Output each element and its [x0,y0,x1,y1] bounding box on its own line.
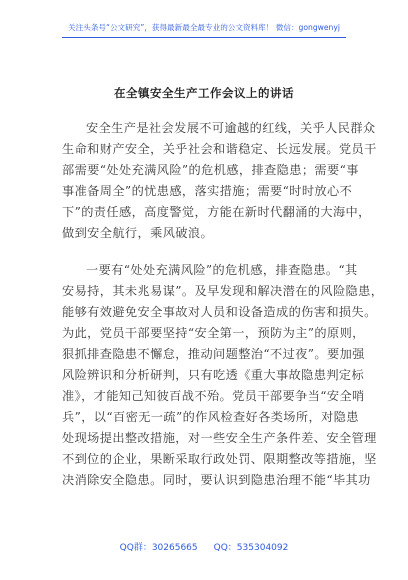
paragraph-line: 准》，才能知己知彼百战不殆。党员干部要争当“安全哨 [62,389,365,403]
footer-qq: QQ：535304092 [213,543,289,553]
paragraph-line: 决消除安全隐患。同时，要认识到隐患治理不能“毕其功 [62,473,371,487]
paragraph-line: 不到位的企业，果断采取行政处罚、限期整改等措施，坚 [62,452,377,466]
paragraph-line: 生命和财产安全，关乎社会和谐稳定、长远发展。党员干 [62,142,377,156]
paragraph-line: 部需要“处处充满风险”的危机感，排查隐患；需要“事 [62,163,359,177]
document-title: 在全镇安全生产工作会议上的讲话 [114,86,294,100]
paragraph-line: 事准备周全”的忧患感，落实措施；需要“时时放心不 [62,184,353,198]
paragraph-line: 为此，党员干部要坚持“安全第一，预防为主”的原则， [62,326,365,340]
footer-qq-group: QQ群：30265665 [119,543,198,553]
paragraph-line: 风险辨识和分析研判，只有吃透《重大事故隐患判定标 [62,368,365,382]
paragraph-1 [62,118,377,244]
header-divider [62,37,346,38]
paragraph-line: 能够有效避免安全事故对人员和设备造成的伤害和损失。 [62,305,377,319]
footer-contact [0,540,408,553]
document-body [62,118,384,507]
paragraph-line: 下”的责任感，高度警觉，方能在新时代翻涌的大海中， [62,205,371,219]
paragraph-line: 一要有“处处充满风险”的危机感，排查隐患。“其 [86,263,358,277]
header-promo-text: 关注头条号“公文研究”，获得最新最全最专业的公文资料库！ 微信：gongwenyj [68,23,340,32]
paragraph-line: 狠抓排查隐患不懈怠，推动问题整治“不过夜”。要加强 [62,347,365,361]
paragraph-line: 做到安全航行，乘风破浪。 [62,226,214,240]
paragraph-line: 安易持，其未兆易谋”。及早发现和解决潜在的风险隐患， [62,284,384,298]
paragraph-2 [62,260,384,491]
paragraph-line: 安全生产是社会发展不可逾越的红线，关乎人民群众 [86,121,376,135]
paragraph-line: 兵”，以“百密无一疏”的作风检查好各类场所，对隐患 [62,410,359,424]
paragraph-line: 处现场提出整改措施，对一些安全生产条件差、安全管理 [62,431,377,445]
